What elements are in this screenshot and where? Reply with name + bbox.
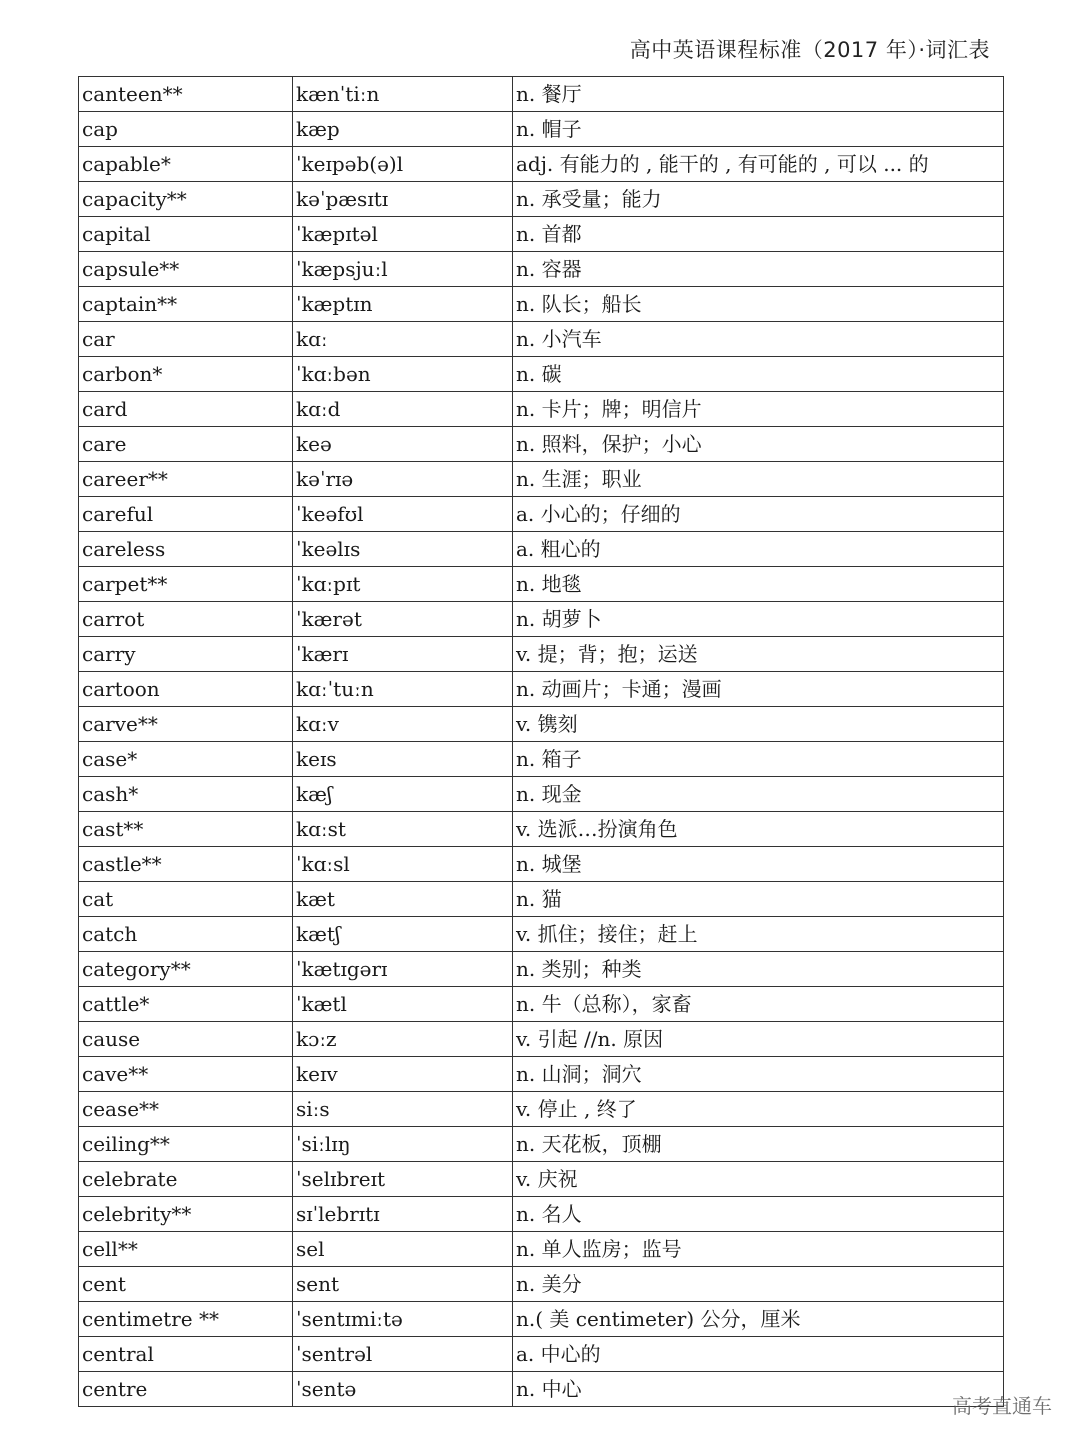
phonetic-cell: kəˈrɪə xyxy=(293,462,513,497)
word-cell: cave** xyxy=(79,1057,293,1092)
table-row xyxy=(79,1162,1004,1197)
meaning-cell: n. 碳 xyxy=(513,357,1004,392)
phonetic-cell: ˈkɑːpɪt xyxy=(293,567,513,602)
word-cell: capital xyxy=(79,217,293,252)
page-header: 高中英语课程标准（2017 年）·词汇表 xyxy=(629,38,990,62)
phonetic-cell: ˈkætl xyxy=(293,987,513,1022)
table-row xyxy=(79,812,1004,847)
phonetic-cell: ˈsentrəl xyxy=(293,1337,513,1372)
table-row xyxy=(79,567,1004,602)
meaning-cell: v. 提；背；抱；运送 xyxy=(513,637,1004,672)
meaning-cell: n. 城堡 xyxy=(513,847,1004,882)
meaning-cell: n. 生涯；职业 xyxy=(513,462,1004,497)
phonetic-cell: keɪv xyxy=(293,1057,513,1092)
word-cell: captain** xyxy=(79,287,293,322)
word-cell: carrot xyxy=(79,602,293,637)
phonetic-cell: kæt xyxy=(293,882,513,917)
word-cell: celebrate xyxy=(79,1162,293,1197)
table-row xyxy=(79,252,1004,287)
table-row xyxy=(79,987,1004,1022)
phonetic-cell: ˈkeəlɪs xyxy=(293,532,513,567)
table-row xyxy=(79,917,1004,952)
table-row xyxy=(79,602,1004,637)
word-cell: cent xyxy=(79,1267,293,1302)
table-row xyxy=(79,182,1004,217)
phonetic-cell: sent xyxy=(293,1267,513,1302)
word-cell: care xyxy=(79,427,293,462)
word-cell: catch xyxy=(79,917,293,952)
meaning-cell: n. 动画片；卡通；漫画 xyxy=(513,672,1004,707)
meaning-cell: n. 天花板，顶棚 xyxy=(513,1127,1004,1162)
phonetic-cell: ˈkærət xyxy=(293,602,513,637)
phonetic-cell: ˈkɑːbən xyxy=(293,357,513,392)
phonetic-cell: ˈkæptɪn xyxy=(293,287,513,322)
phonetic-cell: siːs xyxy=(293,1092,513,1127)
watermark-text: 高考直通车 xyxy=(952,1394,1052,1418)
table-row xyxy=(79,392,1004,427)
phonetic-cell: keə xyxy=(293,427,513,462)
meaning-cell: n. 名人 xyxy=(513,1197,1004,1232)
table-row xyxy=(79,672,1004,707)
phonetic-cell: ˈkæpɪtəl xyxy=(293,217,513,252)
meaning-cell: a. 中心的 xyxy=(513,1337,1004,1372)
meaning-cell: n. 卡片；牌；明信片 xyxy=(513,392,1004,427)
word-cell: capacity** xyxy=(79,182,293,217)
phonetic-cell: kætʃ xyxy=(293,917,513,952)
table-row xyxy=(79,497,1004,532)
phonetic-cell: kɑːd xyxy=(293,392,513,427)
meaning-cell: n. 现金 xyxy=(513,777,1004,812)
meaning-cell: n. 队长；船长 xyxy=(513,287,1004,322)
meaning-cell: n. 单人监房；监号 xyxy=(513,1232,1004,1267)
phonetic-cell: keɪs xyxy=(293,742,513,777)
word-cell: carry xyxy=(79,637,293,672)
word-cell: careful xyxy=(79,497,293,532)
word-cell: capsule** xyxy=(79,252,293,287)
meaning-cell: n. 照料，保护；小心 xyxy=(513,427,1004,462)
meaning-cell: n. 山洞；洞穴 xyxy=(513,1057,1004,1092)
vocabulary-table-body xyxy=(79,77,1004,1407)
meaning-cell: n. 地毯 xyxy=(513,567,1004,602)
phonetic-cell: ˈselɪbreɪt xyxy=(293,1162,513,1197)
table-row xyxy=(79,882,1004,917)
word-cell: card xyxy=(79,392,293,427)
table-row xyxy=(79,1267,1004,1302)
meaning-cell: v. 抓住；接住；赶上 xyxy=(513,917,1004,952)
word-cell: carpet** xyxy=(79,567,293,602)
word-cell: cap xyxy=(79,112,293,147)
word-cell: cash* xyxy=(79,777,293,812)
word-cell: carve** xyxy=(79,707,293,742)
phonetic-cell: kæʃ xyxy=(293,777,513,812)
table-row xyxy=(79,1197,1004,1232)
meaning-cell: adj. 有能力的 , 能干的 , 有可能的 , 可以 ... 的 xyxy=(513,147,1004,182)
phonetic-cell: kɔːz xyxy=(293,1022,513,1057)
meaning-cell: n. 首都 xyxy=(513,217,1004,252)
word-cell: castle** xyxy=(79,847,293,882)
table-row xyxy=(79,462,1004,497)
meaning-cell: a. 小心的；仔细的 xyxy=(513,497,1004,532)
phonetic-cell: kɑːv xyxy=(293,707,513,742)
table-row xyxy=(79,637,1004,672)
word-cell: cattle* xyxy=(79,987,293,1022)
word-cell: celebrity** xyxy=(79,1197,293,1232)
word-cell: cat xyxy=(79,882,293,917)
phonetic-cell: ˈkærɪ xyxy=(293,637,513,672)
table-row xyxy=(79,1337,1004,1372)
phonetic-cell: kæp xyxy=(293,112,513,147)
meaning-cell: v. 镌刻 xyxy=(513,707,1004,742)
word-cell: careless xyxy=(79,532,293,567)
table-row xyxy=(79,77,1004,112)
meaning-cell: v. 庆祝 xyxy=(513,1162,1004,1197)
table-row xyxy=(79,1232,1004,1267)
word-cell: ceiling** xyxy=(79,1127,293,1162)
table-row xyxy=(79,1127,1004,1162)
meaning-cell: n. 帽子 xyxy=(513,112,1004,147)
meaning-cell: n.( 美 centimeter) 公分，厘米 xyxy=(513,1302,1004,1337)
word-cell: cause xyxy=(79,1022,293,1057)
meaning-cell: n. 承受量；能力 xyxy=(513,182,1004,217)
phonetic-cell: ˈkæpsjuːl xyxy=(293,252,513,287)
phonetic-cell: ˈkeɪpəb(ə)l xyxy=(293,147,513,182)
word-cell: cartoon xyxy=(79,672,293,707)
table-row xyxy=(79,427,1004,462)
table-row xyxy=(79,952,1004,987)
table-row xyxy=(79,707,1004,742)
table-row xyxy=(79,322,1004,357)
table-row xyxy=(79,777,1004,812)
word-cell: centimetre ** xyxy=(79,1302,293,1337)
meaning-cell: n. 容器 xyxy=(513,252,1004,287)
meaning-cell: v. 引起 //n. 原因 xyxy=(513,1022,1004,1057)
word-cell: case* xyxy=(79,742,293,777)
phonetic-cell: kɑːst xyxy=(293,812,513,847)
word-cell: centre xyxy=(79,1372,293,1407)
phonetic-cell: ˈkɑːsl xyxy=(293,847,513,882)
meaning-cell: v. 选派…扮演角色 xyxy=(513,812,1004,847)
word-cell: cell** xyxy=(79,1232,293,1267)
word-cell: career** xyxy=(79,462,293,497)
word-cell: car xyxy=(79,322,293,357)
meaning-cell: n. 箱子 xyxy=(513,742,1004,777)
vocabulary-table xyxy=(78,76,1004,1407)
phonetic-cell: kænˈtiːn xyxy=(293,77,513,112)
phonetic-cell: ˈsentə xyxy=(293,1372,513,1407)
phonetic-cell: ˈsiːlɪŋ xyxy=(293,1127,513,1162)
meaning-cell: n. 猫 xyxy=(513,882,1004,917)
table-row xyxy=(79,532,1004,567)
meaning-cell: n. 美分 xyxy=(513,1267,1004,1302)
word-cell: cease** xyxy=(79,1092,293,1127)
word-cell: capable* xyxy=(79,147,293,182)
phonetic-cell: ˈkeəfʊl xyxy=(293,497,513,532)
table-row xyxy=(79,217,1004,252)
word-cell: category** xyxy=(79,952,293,987)
phonetic-cell: kəˈpæsɪtɪ xyxy=(293,182,513,217)
word-cell: central xyxy=(79,1337,293,1372)
table-row xyxy=(79,847,1004,882)
table-row xyxy=(79,357,1004,392)
phonetic-cell: ˈsentɪmiːtə xyxy=(293,1302,513,1337)
meaning-cell: n. 胡萝卜 xyxy=(513,602,1004,637)
table-row xyxy=(79,742,1004,777)
meaning-cell: n. 牛（总称），家畜 xyxy=(513,987,1004,1022)
word-cell: cast** xyxy=(79,812,293,847)
table-row xyxy=(79,1302,1004,1337)
word-cell: carbon* xyxy=(79,357,293,392)
table-row xyxy=(79,287,1004,322)
meaning-cell: n. 餐厅 xyxy=(513,77,1004,112)
table-row xyxy=(79,1022,1004,1057)
phonetic-cell: sel xyxy=(293,1232,513,1267)
table-row xyxy=(79,1372,1004,1407)
phonetic-cell: sɪˈlebrɪtɪ xyxy=(293,1197,513,1232)
table-row xyxy=(79,112,1004,147)
meaning-cell: v. 停止 , 终了 xyxy=(513,1092,1004,1127)
meaning-cell: n. 中心 xyxy=(513,1372,1004,1407)
table-row xyxy=(79,1092,1004,1127)
phonetic-cell: kɑː xyxy=(293,322,513,357)
table-row xyxy=(79,1057,1004,1092)
word-cell: canteen** xyxy=(79,77,293,112)
table-row xyxy=(79,147,1004,182)
phonetic-cell: ˈkætɪgərɪ xyxy=(293,952,513,987)
phonetic-cell: kɑːˈtuːn xyxy=(293,672,513,707)
meaning-cell: a. 粗心的 xyxy=(513,532,1004,567)
meaning-cell: n. 类别；种类 xyxy=(513,952,1004,987)
meaning-cell: n. 小汽车 xyxy=(513,322,1004,357)
